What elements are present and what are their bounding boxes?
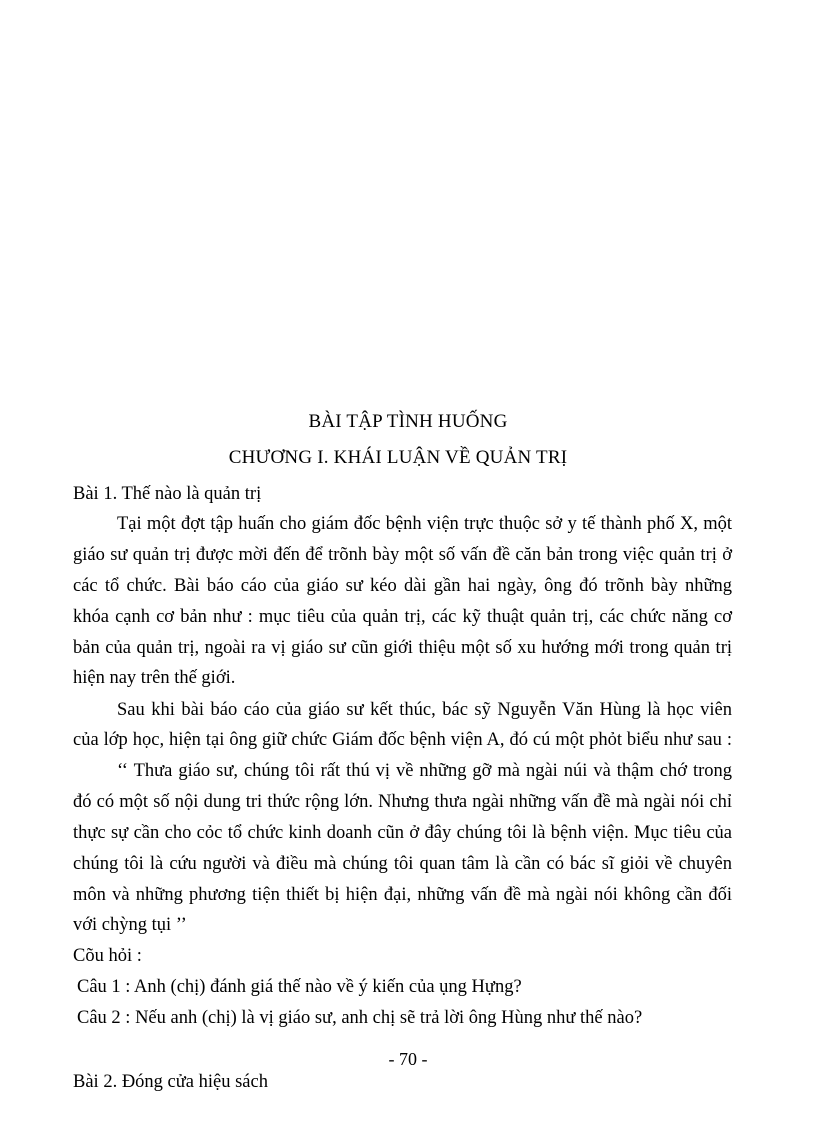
paragraph-line: các tổ chức. Bài báo cáo của giáo sư kéo dài gần hai ngày, ông đó trõnh bày những — [73, 576, 732, 596]
section-heading-bai-1: Bài 1. Thế nào là quản trị — [73, 484, 262, 504]
paragraph-line: hiện nay trên thế giới. — [73, 668, 236, 688]
paragraph-line: khóa cạnh cơ bản như : mục tiêu của quản trị, các kỹ thuật quản trị, các chức năng cơ — [73, 607, 732, 627]
paragraph-line: Sau khi bài báo cáo của giáo sư kết thúc, bác sỹ Nguyễn Văn Hùng là học viên — [117, 700, 732, 720]
paragraph-line: Tại một đợt tập huấn cho giám đốc bệnh viện trực thuộc sở y tế thành phố X, một — [117, 514, 732, 534]
document-title: BÀI TẬP TÌNH HUỐNG — [308, 411, 508, 432]
section-heading-bai-2: Bài 2. Đóng cửa hiệu sách — [73, 1072, 268, 1092]
paragraph-line: giáo sư quản trị được mời đến để trõnh bày một số vấn đề căn bản trong việc quản trị ở — [73, 545, 732, 565]
page-number: - 70 - — [388, 1049, 428, 1069]
chapter-title: CHƯƠNG I. KHÁI LUẬN VỀ QUẢN TRỊ — [228, 447, 568, 468]
quote-line: chúng tôi là cứu người và điều mà chúng tôi quan tâm là cần có bác sĩ giỏi về chuyên — [73, 854, 732, 874]
quote-line: môn và những phương tiện thiết bị hiện đại, những vấn đề mà ngài nói không cần đối — [73, 885, 732, 905]
quote-line: đó có một số nội dung tri thức rộng lớn. Nhưng thưa ngài những vấn đề mà ngài nói chỉ — [73, 792, 732, 812]
questions-label: Cõu hỏi : — [73, 946, 142, 966]
question-2: Câu 2 : Nếu anh (chị) là vị giáo sư, anh chị sẽ trả lời ông Hùng như thế nào? — [77, 1008, 643, 1028]
paragraph-line: của lớp học, hiện tại ông giữ chức Giám đốc bệnh viện A, đó cú một phỏt biểu như sau : — [73, 730, 732, 750]
paragraph-line: bản của quản trị, ngoài ra vị giáo sư cũn giới thiệu một số xu hướng mới trong quản trị — [73, 638, 732, 658]
question-1: Câu 1 : Anh (chị) đánh giá thế nào về ý kiến của ụng Hựng? — [77, 977, 522, 997]
quote-line: với chỳng tụi ’’ — [73, 915, 187, 935]
quote-line: thực sự cần cho cỏc tổ chức kinh doanh cũn ở đây chúng tôi là bệnh viện. Mục tiêu của — [73, 823, 732, 843]
quote-line: ‘‘ Thưa giáo sư, chúng tôi rất thú vị về những gỡ mà ngài núi và thậm chớ trong — [117, 761, 732, 781]
